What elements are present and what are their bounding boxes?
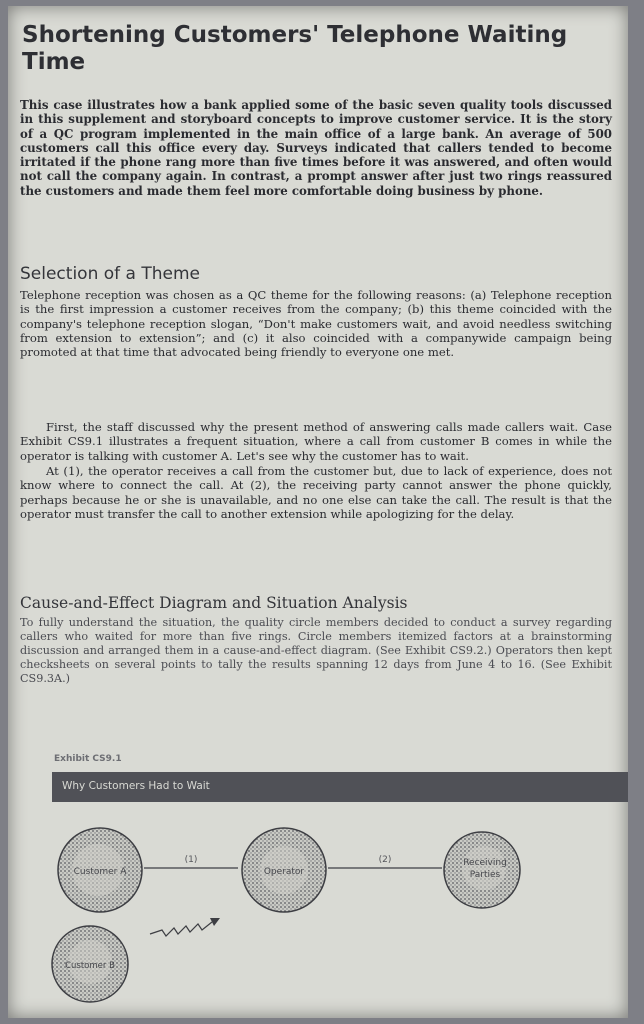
theme-paragraph-2: First, the staff discussed why the present method of answering calls made callers wait. Case Exhibit CS9.1 illustrates a frequent situation, where a call from customer B comes in while the operator is talking with customer A. Let's see why the customer has to wait. <box>20 420 612 463</box>
document-title: Shortening Customers' Telephone Waiting Time <box>22 22 568 75</box>
customer-a-node <box>58 828 142 912</box>
step-2-label: (2) <box>378 855 392 865</box>
theme-paragraph-1: Telephone reception was chosen as a QC theme for the following reasons: (a) Telephone reception is the first impression a customer receives from the company; (b) this theme coincided with the company's telephone reception slogan, “Don't make customers wait, and avoid needless switching from extension to extension”; and (c) it also coincided with a companywide campaign being promoted at that time that advocated being friendly to everyone one met. <box>20 288 612 360</box>
operator-node <box>242 828 326 912</box>
intro-paragraph: This case illustrates how a bank applied some of the basic seven quality tools discussed in this supplement and storyboard concepts to improve customer service. It is the story of a QC program implemented in the main office of a large bank. An average of 500 customers call this office every day. Surveys indicated that callers tended to become irritated if the phone rang more than five times before it was answered, and often would not call the company again. In contrast, a prompt answer after just two rings reassured the customers and made them feel more comfortable doing business by phone. <box>20 98 612 198</box>
waiting-diagram <box>8 806 628 1018</box>
exhibit-label: Exhibit CS9.1 <box>54 754 122 764</box>
step-1-label: (1) <box>184 855 198 865</box>
customer-a-label: Customer A <box>73 867 127 877</box>
receiving-label-line2: Parties <box>469 870 501 880</box>
exhibit-title: Why Customers Had to Wait <box>62 780 210 792</box>
cause-effect-paragraph: To fully understand the situation, the quality circle members decided to conduct a survey regarding callers who waited for more than five rings. Circle members itemized factors at a brainstorming discussion and arranged them in a cause-and-effect diagram. (See Exhibit CS9.2.) Operators then kept checksheets on several points to tally the results spanning 12 days from June 4 to 16. (See Exhibit CS9.3A.) <box>20 616 612 685</box>
receiving-parties-node <box>444 832 520 908</box>
incoming-call-squiggle <box>150 918 220 936</box>
section-heading-cause-effect: Cause-and-Effect Diagram and Situation Analysis <box>20 594 408 612</box>
theme-paragraph-3: At (1), the operator receives a call from the customer but, due to lack of experience, does not know where to connect the call. At (2), the receiving party cannot answer the phone quickly, perhaps because he or she is unavailable, and no one else can take the call. The result is that the operator must transfer the call to another extension while apologizing for the delay. <box>20 464 612 521</box>
section-heading-theme: Selection of a Theme <box>20 264 200 284</box>
receiving-label-line1: Receiving <box>463 858 507 868</box>
customer-b-node <box>52 926 128 1002</box>
operator-label: Operator <box>263 867 305 877</box>
customer-b-label: Customer B <box>65 961 115 971</box>
document-page <box>8 6 628 1018</box>
exhibit-title-bar <box>52 772 628 802</box>
